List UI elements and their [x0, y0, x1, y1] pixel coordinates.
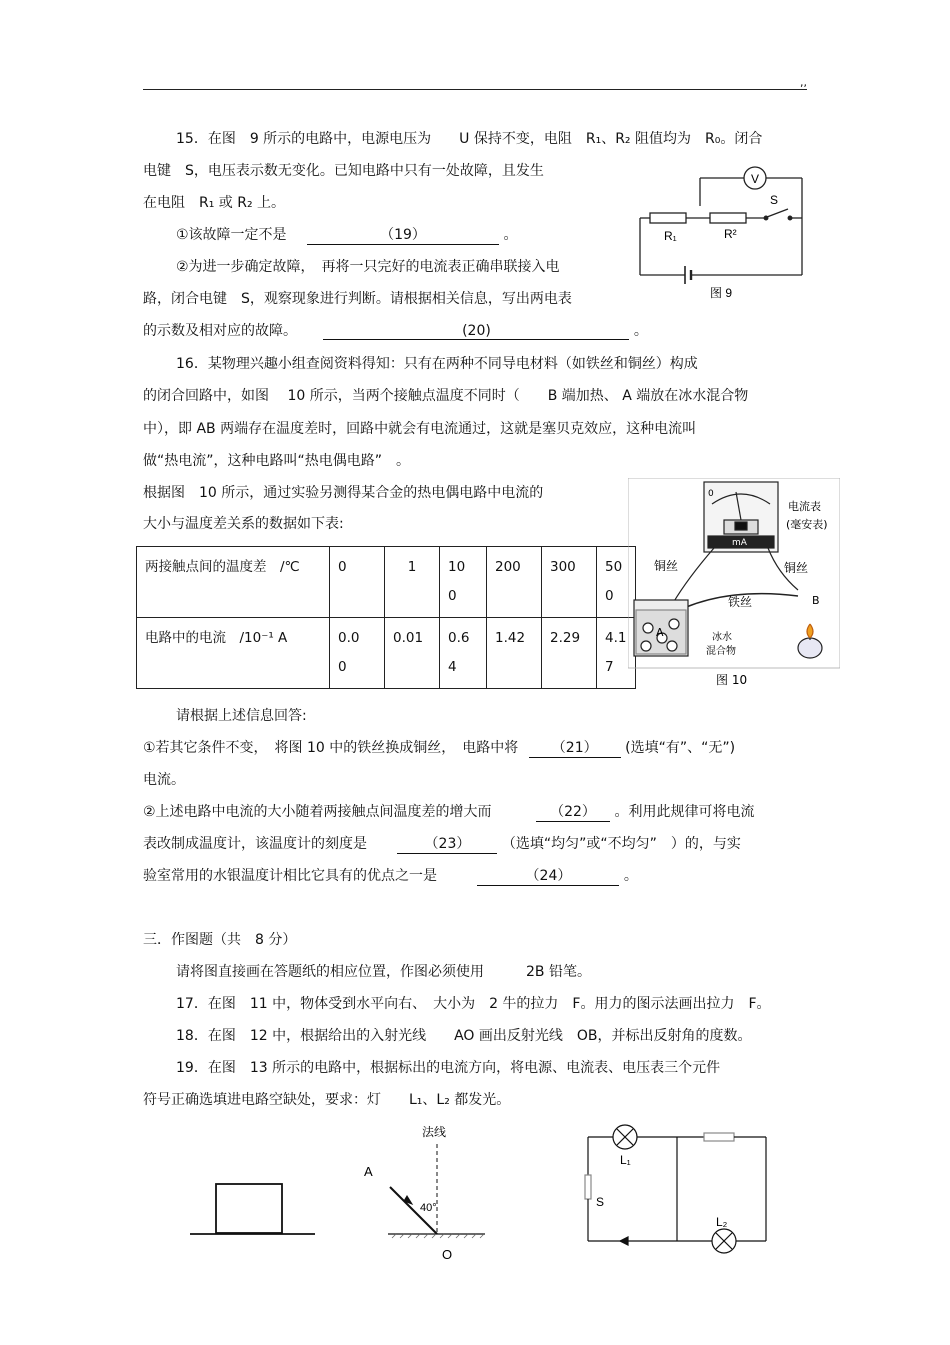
q16-answer-1: ①若其它条件不变， 将图 10 中的铁丝换成铜丝， 电路中将 （21） (选填“有”、“无”): [143, 737, 735, 758]
lamp-l1-label: L₁: [620, 1153, 631, 1167]
q19-line2: 符号正确选填进电路空缺处，要求：灯 L₁、L₂ 都发光。: [143, 1092, 511, 1108]
r1-label: R₁: [664, 229, 677, 243]
junction-a-label: A: [656, 626, 664, 639]
iron-wire-label: 铁丝: [728, 595, 753, 609]
answer-blank-24[interactable]: （24）: [477, 865, 619, 886]
q16-answer-4: 验室常用的水银温度计相比它具有的优点之一是 （24） 。: [143, 865, 638, 886]
table-cell: 4.1 7: [597, 618, 636, 689]
ammeter-label: 电流表: [788, 500, 821, 513]
copper-wire-left: 铜丝: [654, 559, 679, 573]
table-row: [137, 547, 636, 618]
table-cell: 0.01: [385, 618, 440, 689]
q17-text: 17．在图 11 中，物体受到水平向右、 大小为 2 牛的拉力 F。用力的图示法画出拉力 F。: [176, 996, 771, 1012]
q16-line6: 大小与温度差关系的数据如下表:: [143, 516, 344, 532]
section-3-intro: 请将图直接画在答题纸的相应位置，作图必须使用 2B 铅笔。: [176, 964, 591, 980]
ammeter-unit: mA: [732, 538, 747, 548]
q16-line5: 根据图 10 所示，通过实验另测得某合金的热电偶电路中电流的: [143, 485, 544, 501]
q16-line1: 16．某物理兴趣小组查阅资料得知：只有在两种不同导电材料（如铁丝和铜丝）构成: [176, 356, 698, 372]
section-3-title: 三．作图题（共 8 分）: [143, 932, 297, 948]
q16-line2: 的闭合回路中，如图 10 所示，当两个接触点温度不同时（ B 端加热、 A 端放在冰水混合物: [143, 388, 749, 404]
table-cell: 10 0: [440, 547, 487, 618]
row-label-current: 电路中的电流 /10⁻¹ A: [137, 618, 330, 689]
r2-label: R²: [724, 227, 737, 241]
row-label-temp: 两接触点间的温度差 /℃: [137, 547, 330, 618]
table-cell: 0.0 0: [330, 618, 385, 689]
junction-b-label: B: [812, 594, 820, 607]
table-cell: 300: [542, 547, 597, 618]
figure-9-circuit: [630, 160, 810, 305]
answer-blank-19[interactable]: （19）: [307, 224, 499, 245]
switch-label: S: [770, 193, 779, 207]
q15-line7: 的示数及相对应的故障。 (20) 。: [143, 323, 648, 339]
figure-13-circuit: [580, 1120, 770, 1255]
ice-water-label-2: 混合物: [706, 646, 736, 657]
table-cell: 0.6 4: [440, 618, 487, 689]
point-o-label: O: [442, 1247, 453, 1262]
figure-10-thermocouple: [628, 478, 840, 690]
q18-text: 18．在图 12 中，根据给出的入射光线 AO 画出反射光线 OB，并标出反射角的度数。: [176, 1028, 752, 1044]
angle-label: 40°: [420, 1202, 437, 1214]
table-cell: 2.29: [542, 618, 597, 689]
q15-line6: 路，闭合电键 S，观察现象进行判断。请根据相关信息，写出两电表: [143, 291, 572, 307]
q16-answer-intro: 请根据上述信息回答:: [176, 708, 307, 724]
answer-blank-23[interactable]: （23）: [397, 833, 497, 854]
table-cell: 50 0: [597, 547, 636, 618]
q16-answer-2: ②上述电路中电流的大小随着两接触点间温度差的增大而 （22） 。利用此规律可将电流: [143, 801, 754, 822]
answer-blank-20[interactable]: (20): [323, 323, 629, 340]
table-row: [137, 618, 636, 689]
figure-10-caption: 图 10: [716, 673, 748, 687]
q16-answer-3: 表改制成温度计，该温度计的刻度是 （23） （选填“均匀”或“不均匀” ）的，与实: [143, 833, 741, 854]
header-rule: [143, 89, 807, 90]
table-cell: 1: [385, 547, 440, 618]
table-cell: 200: [487, 547, 542, 618]
answer-blank-22[interactable]: （22）: [536, 801, 610, 822]
header-mark: ,,: [800, 76, 807, 89]
q15-line1: 15．在图 9 所示的电路中，电源电压为 U 保持不变，电阻 R₁、R₂ 阻值均为 R₀。闭合: [176, 131, 763, 147]
q16-line4: 做“热电流”，这种电路叫“热电偶电路” 。: [143, 453, 411, 469]
table-cell: 1.42: [487, 618, 542, 689]
q15-line4: ①该故障一定不是 （19） 。: [176, 224, 517, 245]
q19-line1: 19．在图 13 所示的电路中，根据标出的电流方向，将电源、电流表、电压表三个元件: [176, 1060, 721, 1076]
ice-water-label: 冰水: [712, 632, 732, 643]
figure-9-caption: 图 9: [710, 286, 733, 300]
q15-line5: ②为进一步确定故障， 再将一只完好的电流表正确串联接入电: [176, 259, 560, 275]
figure-12-reflection: [360, 1120, 490, 1265]
normal-line-label: 法线: [422, 1125, 447, 1139]
lamp-l2-label: L₂: [716, 1215, 728, 1229]
copper-wire-right: 铜丝: [784, 561, 809, 575]
ammeter-zero: 0: [708, 489, 714, 499]
switch-s-label: S: [596, 1195, 605, 1209]
figure-11-block: [185, 1178, 320, 1243]
table-cell: 0: [330, 547, 385, 618]
q15-line3: 在电阻 R₁ 或 R₂ 上。: [143, 195, 286, 211]
ammeter-sublabel: (毫安表): [786, 518, 828, 531]
q15-line2: 电键 S，电压表示数无变化。已知电路中只有一处故障，且发生: [143, 163, 544, 179]
q15-prompt1: ①该故障一定不是: [176, 227, 287, 243]
answer-blank-21[interactable]: （21）: [529, 737, 621, 758]
q16-answer-1b: 电流。: [143, 772, 185, 788]
q16-line3: 中），即 AB 两端存在温度差时，回路中就会有电流通过，这就是塞贝克效应，这种电流叫: [143, 421, 697, 437]
voltmeter-label: V: [751, 172, 760, 186]
point-a-label: A: [364, 1164, 373, 1179]
data-table: [136, 546, 636, 689]
